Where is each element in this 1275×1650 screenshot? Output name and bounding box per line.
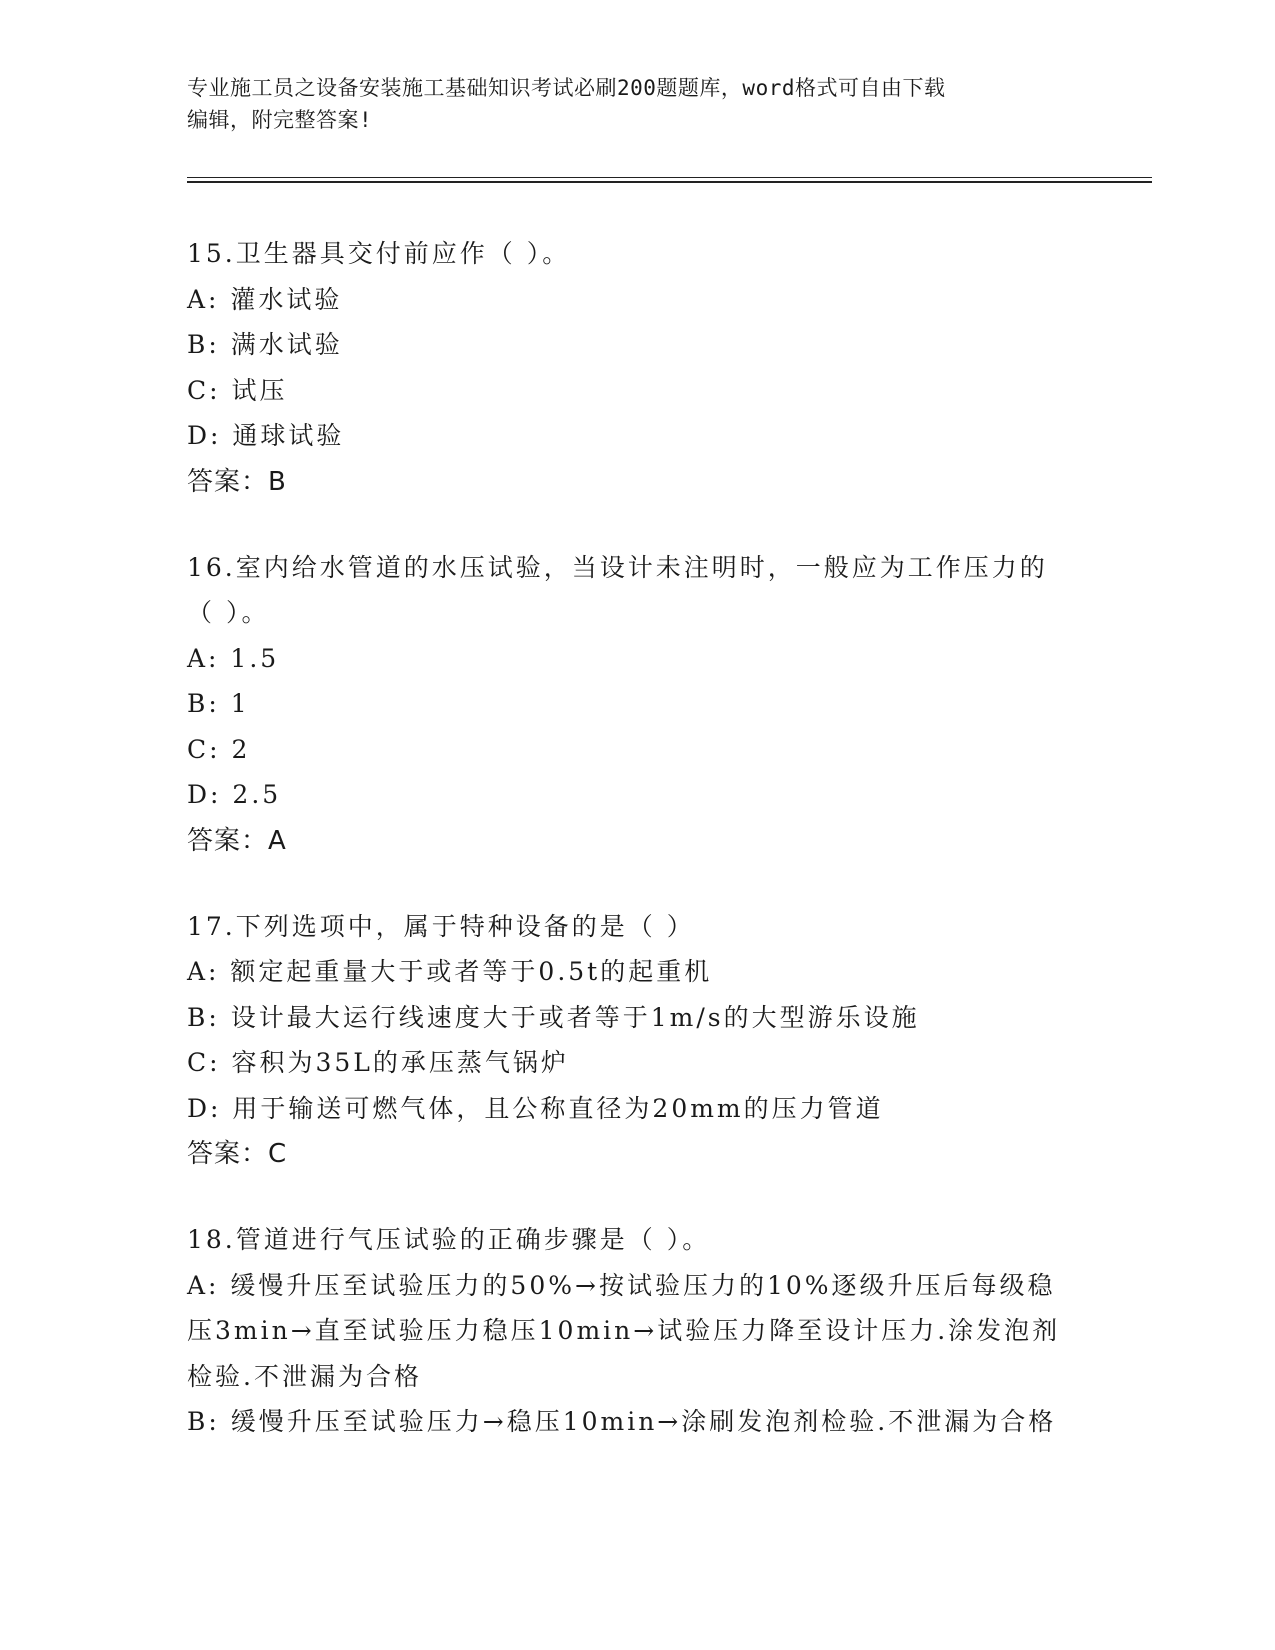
question-title-line-1: 16.室内给水管道的水压试验，当设计未注明时，一般应为工作压力的 xyxy=(187,552,1048,582)
option-a-line-1: A: 缓慢升压至试验压力的50%→按试验压力的10%逐级升压后每级稳 xyxy=(187,1270,1056,1300)
option-b: B: 设计最大运行线速度大于或者等于1m/s的大型游乐设施 xyxy=(187,1002,920,1032)
option-b: B: 缓慢升压至试验压力→稳压10min→涂刷发泡剂检验.不泄漏为合格 xyxy=(187,1407,1057,1436)
question-17 xyxy=(187,904,1117,1178)
header-title-line-2: 编辑，附完整答案! xyxy=(187,108,373,132)
option-b: B: 满水试验 xyxy=(187,330,343,359)
option-d: D: 2.5 xyxy=(187,780,282,809)
option-c: C: 试压 xyxy=(187,375,288,405)
option-b: B: 1 xyxy=(187,689,250,718)
option-a: A: 额定起重量大于或者等于0.5t的起重机 xyxy=(187,957,713,986)
header-title-line-1: 专业施工员之设备安装施工基础知识考试必刷200题题库，word格式可自由下载 xyxy=(187,76,946,100)
option-a-line-3: 检验.不泄漏为合格 xyxy=(187,1361,422,1391)
question-title: 17.下列选项中，属于特种设备的是（ ） xyxy=(187,911,695,941)
question-title-line-2: （ ）。 xyxy=(187,598,270,627)
question-title: 15.卫生器具交付前应作（ ）。 xyxy=(187,239,571,268)
question-18 xyxy=(187,1217,1117,1445)
option-a: A: 1.5 xyxy=(187,643,280,673)
option-c: C: 容积为35L的承压蒸气锅炉 xyxy=(187,1048,569,1077)
header-divider-thin xyxy=(187,177,1152,178)
question-16 xyxy=(187,545,1117,864)
answer-label: 答案：A xyxy=(187,825,287,856)
header-divider-thick xyxy=(187,181,1152,183)
option-d: D: 通球试验 xyxy=(187,421,345,450)
option-c: C: 2 xyxy=(187,734,251,764)
answer-label: 答案：B xyxy=(187,466,287,497)
option-a-line-2: 压3min→直至试验压力稳压10min→试验压力降至设计压力.涂发泡剂 xyxy=(187,1316,1061,1345)
option-a: A: 灌水试验 xyxy=(187,284,343,314)
question-15 xyxy=(187,231,1117,505)
option-d: D: 用于输送可燃气体，且公称直径为20mm的压力管道 xyxy=(187,1093,884,1123)
answer-label: 答案：C xyxy=(187,1139,288,1169)
document-header xyxy=(187,72,1087,136)
question-title: 18.管道进行气压试验的正确步骤是（ ）。 xyxy=(187,1225,711,1254)
question-list xyxy=(187,231,1117,1485)
